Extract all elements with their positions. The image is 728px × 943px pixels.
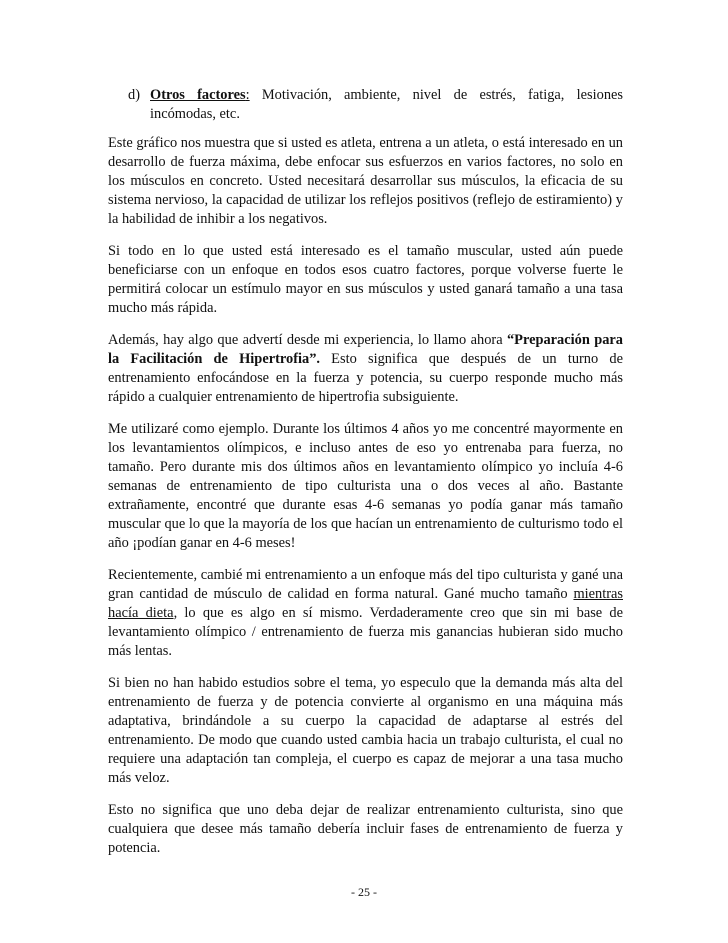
document-body xyxy=(108,86,623,871)
paragraph-3-lead: Además, hay algo que advertí desde mi experiencia, lo llamo ahora xyxy=(108,332,507,348)
paragraph-7: Esto no significa que uno deba dejar de realizar entrenamiento culturista, sino que cualquiera que desee más tamaño debería incluir fases de entrenamiento de fuerza y potencia. xyxy=(108,802,623,856)
paragraph-3 xyxy=(108,331,623,407)
paragraph-2: Si todo en lo que usted está interesado es el tamaño muscular, usted aún puede beneficiarse con un enfoque en todos esos cuatro factores, porque volverse fuerte le permitirá colocar un estímulo mayor en sus músculos y usted ganará tamaño a una tasa mucho más rápida. xyxy=(108,243,623,316)
list-marker: d) xyxy=(128,87,140,103)
paragraph-1: Este gráfico nos muestra que si usted es atleta, entrena a un atleta, o está interesado en un desarrollo de fuerza máxima, debe enfocar sus esfuerzos en varios factores, no solo en los músculos en concreto. Usted necesitará desarrollar sus músculos, la eficacia de su sistema nervioso, la capacidad de utilizar los reflejos positivos (reflejo de estiramiento) y la habilidad de inhibir a los negativos. xyxy=(108,135,623,227)
paragraph-5-rest: , lo que es algo en sí mismo. Verdaderamente creo que sin mi base de levantamiento olímpico / entrenamiento de fuerza mis ganancias hubieran sido mucho más lentas. xyxy=(108,605,624,659)
list-item-term: Otros factores xyxy=(150,87,246,103)
paragraph-3-rest: Esto significa que después de un turno de entrenamiento enfocándose en la fuerza y potencia, su cuerpo responde mucho más rápido a cualquier entrenamiento de hipertrofia subsiguiente. xyxy=(108,351,623,405)
page-number: - 25 - xyxy=(351,885,377,899)
highlighted-term: “Preparación para la Facilitación de Hipertrofia”. xyxy=(108,332,623,367)
list-item-body xyxy=(150,86,623,124)
list-item-colon: : xyxy=(245,87,250,103)
underlined-phrase: mientras hacía dieta xyxy=(108,586,623,621)
list-item-text: Motivación, ambiente, nivel de estrés, fatiga, lesiones incómodas, etc. xyxy=(150,87,624,122)
paragraph-6: Si bien no han habido estudios sobre el tema, yo especulo que la demanda más alta del entrenamiento de fuerza y de potencia convierte al organismo en una máquina más adaptativa, brindándole a su cuerpo la capacidad de adaptarse al estrés del entrenamiento. De modo que cuando usted cambia hacia un trabajo culturista, el cual no requiere una adaptación tan compleja, el cuerpo es capaz de mejorar a una tasa mucho más veloz. xyxy=(108,675,623,786)
paragraph-5 xyxy=(108,566,623,661)
list-item xyxy=(128,86,623,124)
paragraph-4: Me utilizaré como ejemplo. Durante los últimos 4 años yo me concentré mayormente en los levantamientos olímpicos, e incluso antes de eso yo entrenaba para fuerza, no tamaño. Pero durante mis dos últimos años en levantamiento olímpico yo incluía 4-6 semanas de entrenamiento de tipo culturista una o dos veces al año. Bastante extrañamente, encontré que durante esas 4-6 semanas yo podía ganar más tamaño muscular que lo que la mayoría de los que hacían un entrenamiento de culturismo todo el año ¡podían ganar en 4-6 meses! xyxy=(108,421,623,551)
paragraph-5-lead: Recientemente, cambié mi entrenamiento a un enfoque más del tipo culturista y gané una gran cantidad de músculo de calidad en forma natural. Gané mucho tamaño xyxy=(108,567,623,602)
